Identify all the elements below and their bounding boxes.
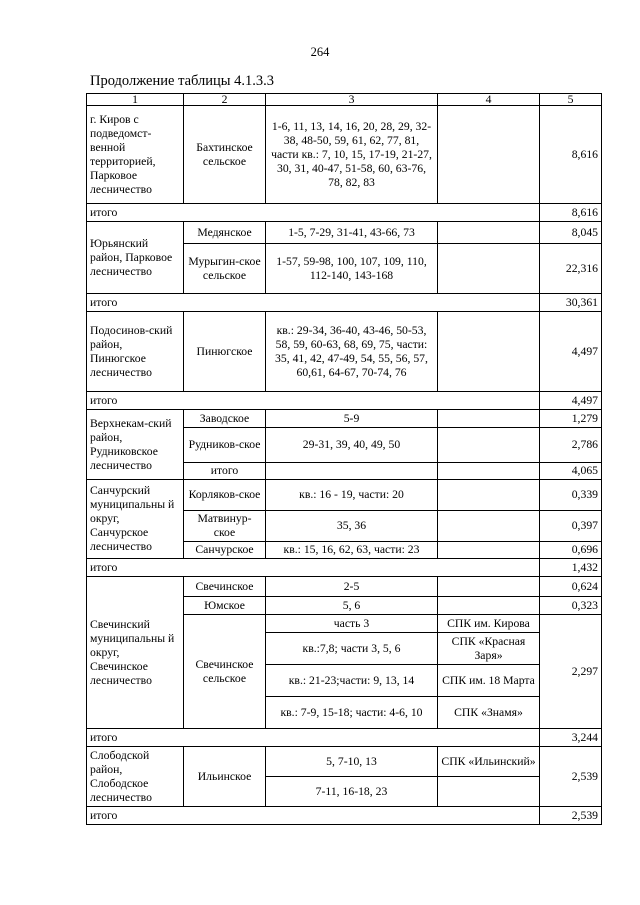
total-label: итого	[87, 729, 540, 747]
header-cell: 3	[266, 94, 438, 106]
owner-cell: СПК «Ильинский»	[438, 747, 540, 777]
total-value: 4,065	[540, 463, 602, 480]
forestry-cell: Свечинское сельское	[184, 615, 266, 729]
value-cell: 1,279	[540, 410, 602, 428]
header-cell: 4	[438, 94, 540, 106]
header-cell: 2	[184, 94, 266, 106]
quarters-cell: часть 3	[266, 615, 438, 633]
value-cell: 8,045	[540, 222, 602, 244]
district-cell: Санчурский муниципальны й округ, Санчурское лесничество	[87, 480, 184, 559]
total-label: итого	[184, 463, 266, 480]
district-cell: Слободской район, Слободское лесничество	[87, 747, 184, 807]
total-row	[87, 559, 602, 577]
value-cell: 22,316	[540, 244, 602, 294]
table-caption: Продолжение таблицы 4.1.3.3	[90, 73, 275, 89]
owner-cell	[438, 428, 540, 463]
total-label: итого	[87, 294, 540, 312]
quarters-cell: кв.: 15, 16, 62, 63, части: 23	[266, 542, 438, 559]
total-value: 4,497	[540, 392, 602, 410]
owner-cell	[438, 312, 540, 392]
page-number: 264	[310, 45, 330, 59]
header-cell: 5	[540, 94, 602, 106]
forestry-cell: Пинюгское	[184, 312, 266, 392]
owner-cell	[438, 577, 540, 597]
owner-cell	[438, 480, 540, 511]
district-cell: г. Киров с подведомст-венной территорией, Парковое лесничество	[87, 106, 184, 204]
value-cell: 2,297	[540, 615, 602, 729]
forestry-cell: Санчурское	[184, 542, 266, 559]
total-row	[87, 392, 602, 410]
header-row	[87, 94, 602, 106]
quarters-cell	[266, 463, 438, 480]
forestry-cell: Матвинур-ское	[184, 511, 266, 542]
forestry-cell: Юмское	[184, 597, 266, 615]
owner-cell	[438, 222, 540, 244]
total-value: 2,539	[540, 807, 602, 825]
value-cell: 2,539	[540, 747, 602, 807]
total-label: итого	[87, 204, 540, 222]
value-cell: 0,397	[540, 511, 602, 542]
district-cell: Подосинов-ский район, Пинюгское лесничество	[87, 312, 184, 392]
quarters-cell: кв.: 16 - 19, части: 20	[266, 480, 438, 511]
quarters-cell: 29-31, 39, 40, 49, 50	[266, 428, 438, 463]
forestry-cell: Мурыгин-ское сельское	[184, 244, 266, 294]
total-value: 30,361	[540, 294, 602, 312]
total-value: 1,432	[540, 559, 602, 577]
forestry-cell: Рудников-ское	[184, 428, 266, 463]
forestry-cell: Ильинское	[184, 747, 266, 807]
quarters-cell: кв.: 21-23;части: 9, 13, 14	[266, 665, 438, 697]
header-cell: 1	[87, 94, 184, 106]
total-label: итого	[87, 807, 540, 825]
total-label: итого	[87, 392, 540, 410]
value-cell: 0,696	[540, 542, 602, 559]
quarters-cell: кв.: 7-9, 15-18; части: 4-6, 10	[266, 697, 438, 729]
owner-cell	[438, 542, 540, 559]
forestry-cell: Медянское	[184, 222, 266, 244]
quarters-cell: 35, 36	[266, 511, 438, 542]
quarters-cell: 1-6, 11, 13, 14, 16, 20, 28, 29, 32-38, 48-50, 59, 61, 62, 77, 81, части кв.: 7, 10, 15, 17-19, 21-27, 30, 31, 40-47, 51-58, 60, 63-76, 78, 82, 83	[266, 106, 438, 204]
owner-cell	[438, 511, 540, 542]
owner-cell	[438, 410, 540, 428]
owner-cell	[438, 106, 540, 204]
district-cell: Свечинский муниципальны й округ, Свечинское лесничество	[87, 577, 184, 729]
forestry-cell: Свечинское	[184, 577, 266, 597]
quarters-cell: 7-11, 16-18, 23	[266, 777, 438, 807]
owner-cell: СПК «Знамя»	[438, 697, 540, 729]
table-row	[87, 222, 602, 244]
forestry-cell: Бахтинское сельское	[184, 106, 266, 204]
table-row	[87, 577, 602, 597]
district-cell: Верхнекам-ский район, Рудниковское лесничество	[87, 410, 184, 480]
forest-table	[86, 93, 602, 825]
forestry-cell: Корляков-ское	[184, 480, 266, 511]
table-row	[87, 106, 602, 204]
value-cell: 0,339	[540, 480, 602, 511]
value-cell: 0,624	[540, 577, 602, 597]
owner-cell	[438, 777, 540, 807]
quarters-cell: 5-9	[266, 410, 438, 428]
total-row	[87, 807, 602, 825]
owner-cell	[438, 463, 540, 480]
quarters-cell: 1-5, 7-29, 31-41, 43-66, 73	[266, 222, 438, 244]
owner-cell	[438, 244, 540, 294]
table-row	[87, 480, 602, 511]
value-cell: 4,497	[540, 312, 602, 392]
table-row	[87, 747, 602, 777]
district-cell: Юрьянский район, Парковое лесничество	[87, 222, 184, 294]
quarters-cell: 5, 7-10, 13	[266, 747, 438, 777]
quarters-cell: 2-5	[266, 577, 438, 597]
quarters-cell: 1-57, 59-98, 100, 107, 109, 110, 112-140, 143-168	[266, 244, 438, 294]
owner-cell: СПК «Красная Заря»	[438, 633, 540, 665]
total-row	[87, 294, 602, 312]
total-row	[87, 729, 602, 747]
owner-cell	[438, 597, 540, 615]
value-cell: 8,616	[540, 106, 602, 204]
quarters-cell: кв.:7,8; части 3, 5, 6	[266, 633, 438, 665]
total-value: 8,616	[540, 204, 602, 222]
total-label: итого	[87, 559, 540, 577]
quarters-cell: кв.: 29-34, 36-40, 43-46, 50-53, 58, 59, 60-63, 68, 69, 75, части: 35, 41, 42, 47-49, 54, 55, 56, 57, 60,61, 64-67, 70-74, 76	[266, 312, 438, 392]
table-row	[87, 312, 602, 392]
forestry-cell: Заводское	[184, 410, 266, 428]
table-row	[87, 410, 602, 428]
total-row	[87, 204, 602, 222]
quarters-cell: 5, 6	[266, 597, 438, 615]
total-value: 3,244	[540, 729, 602, 747]
owner-cell: СПК им. 18 Марта	[438, 665, 540, 697]
value-cell: 2,786	[540, 428, 602, 463]
owner-cell: СПК им. Кирова	[438, 615, 540, 633]
value-cell: 0,323	[540, 597, 602, 615]
